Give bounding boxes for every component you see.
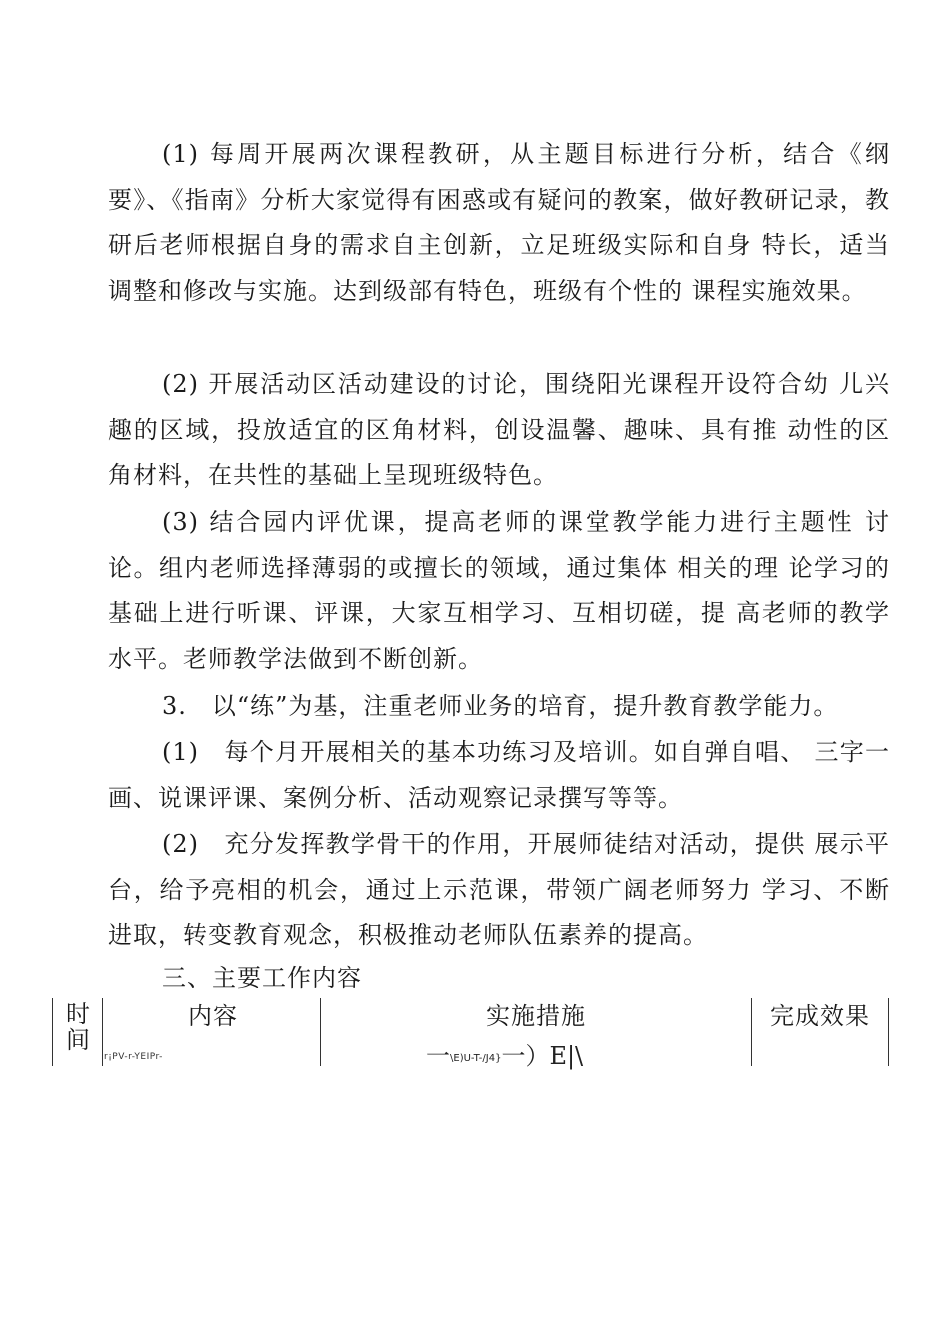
header-time-line2: 间 [66,1026,91,1054]
header-measures: 实施措施 [486,1002,586,1030]
measures-fragment-a: 一 [426,1042,450,1070]
table-divider-1 [102,998,103,1066]
table-divider-3 [751,998,752,1066]
paragraph-mentorship: (2) 充分发挥教学骨干的作用，开展师徒结对活动，提供 展示平台，给予亮相的机会，通过上示范课，带领广阔老师努力 学习、不断进取，转变教育观念，积极推动老师队伍素养的提高。 [108,830,890,949]
work-content-table [52,998,890,1070]
table-border-right [888,998,889,1066]
paragraph-basic-skills: (1) 每个月开展相关的基本功练习及培训。如自弹自唱、 三字一画、说课评课、案例分析、活动观察记录撰写等等。 [108,738,890,812]
table-divider-2 [320,998,321,1066]
row1-measures-fragment [426,1036,583,1071]
measures-fragment-c: 一）E|\ [501,1042,584,1070]
measures-fragment-b: \E)U-T-/J4} [450,1053,502,1064]
header-effect: 完成效果 [770,1002,870,1030]
header-time-line1: 时 [66,1000,91,1028]
paragraph-teaching-ability: (3) 结合园内评优课，提高老师的课堂教学能力进行主题性 讨论。组内老师选择薄弱的或擅长的领域，通过集体 相关的理 论学习的基础上进行听课、评课，大家互相学习、互相切磋，提 高老师的教学水平。老师教学法做到不断创新。 [108,508,890,673]
row1-content-fragment: r¡PV-r-YEIPr- [104,1052,163,1062]
paragraph-activity-area: (2) 开展活动区活动建设的讨论，围绕阳光课程开设符合幼 儿兴趣的区域，投放适宜的区角材料，创设温馨、趣味、具有推 动性的区角材料，在共性的基础上呈现班级特色。 [108,370,890,489]
paragraph-practice-heading: 3. 以“练”为基，注重老师业务的培育，提升教育教学能力。 [162,692,839,720]
paragraph-curriculum-research: (1) 每周开展两次课程教研，从主题目标进行分析，结合《纲要》、《指南》分析大家觉得有困惑或有疑问的教案，做好教研记录，教研后老师根据自身的需求自主创新，立足班级实际和自身 特长，适当调整和修改与实施。达到级部有特色，班级有个性的 课程实施效果。 [108,140,890,305]
table-border-left [52,998,53,1066]
section-heading: 三、主要工作内容 [162,964,362,992]
header-content: 内容 [188,1002,238,1030]
